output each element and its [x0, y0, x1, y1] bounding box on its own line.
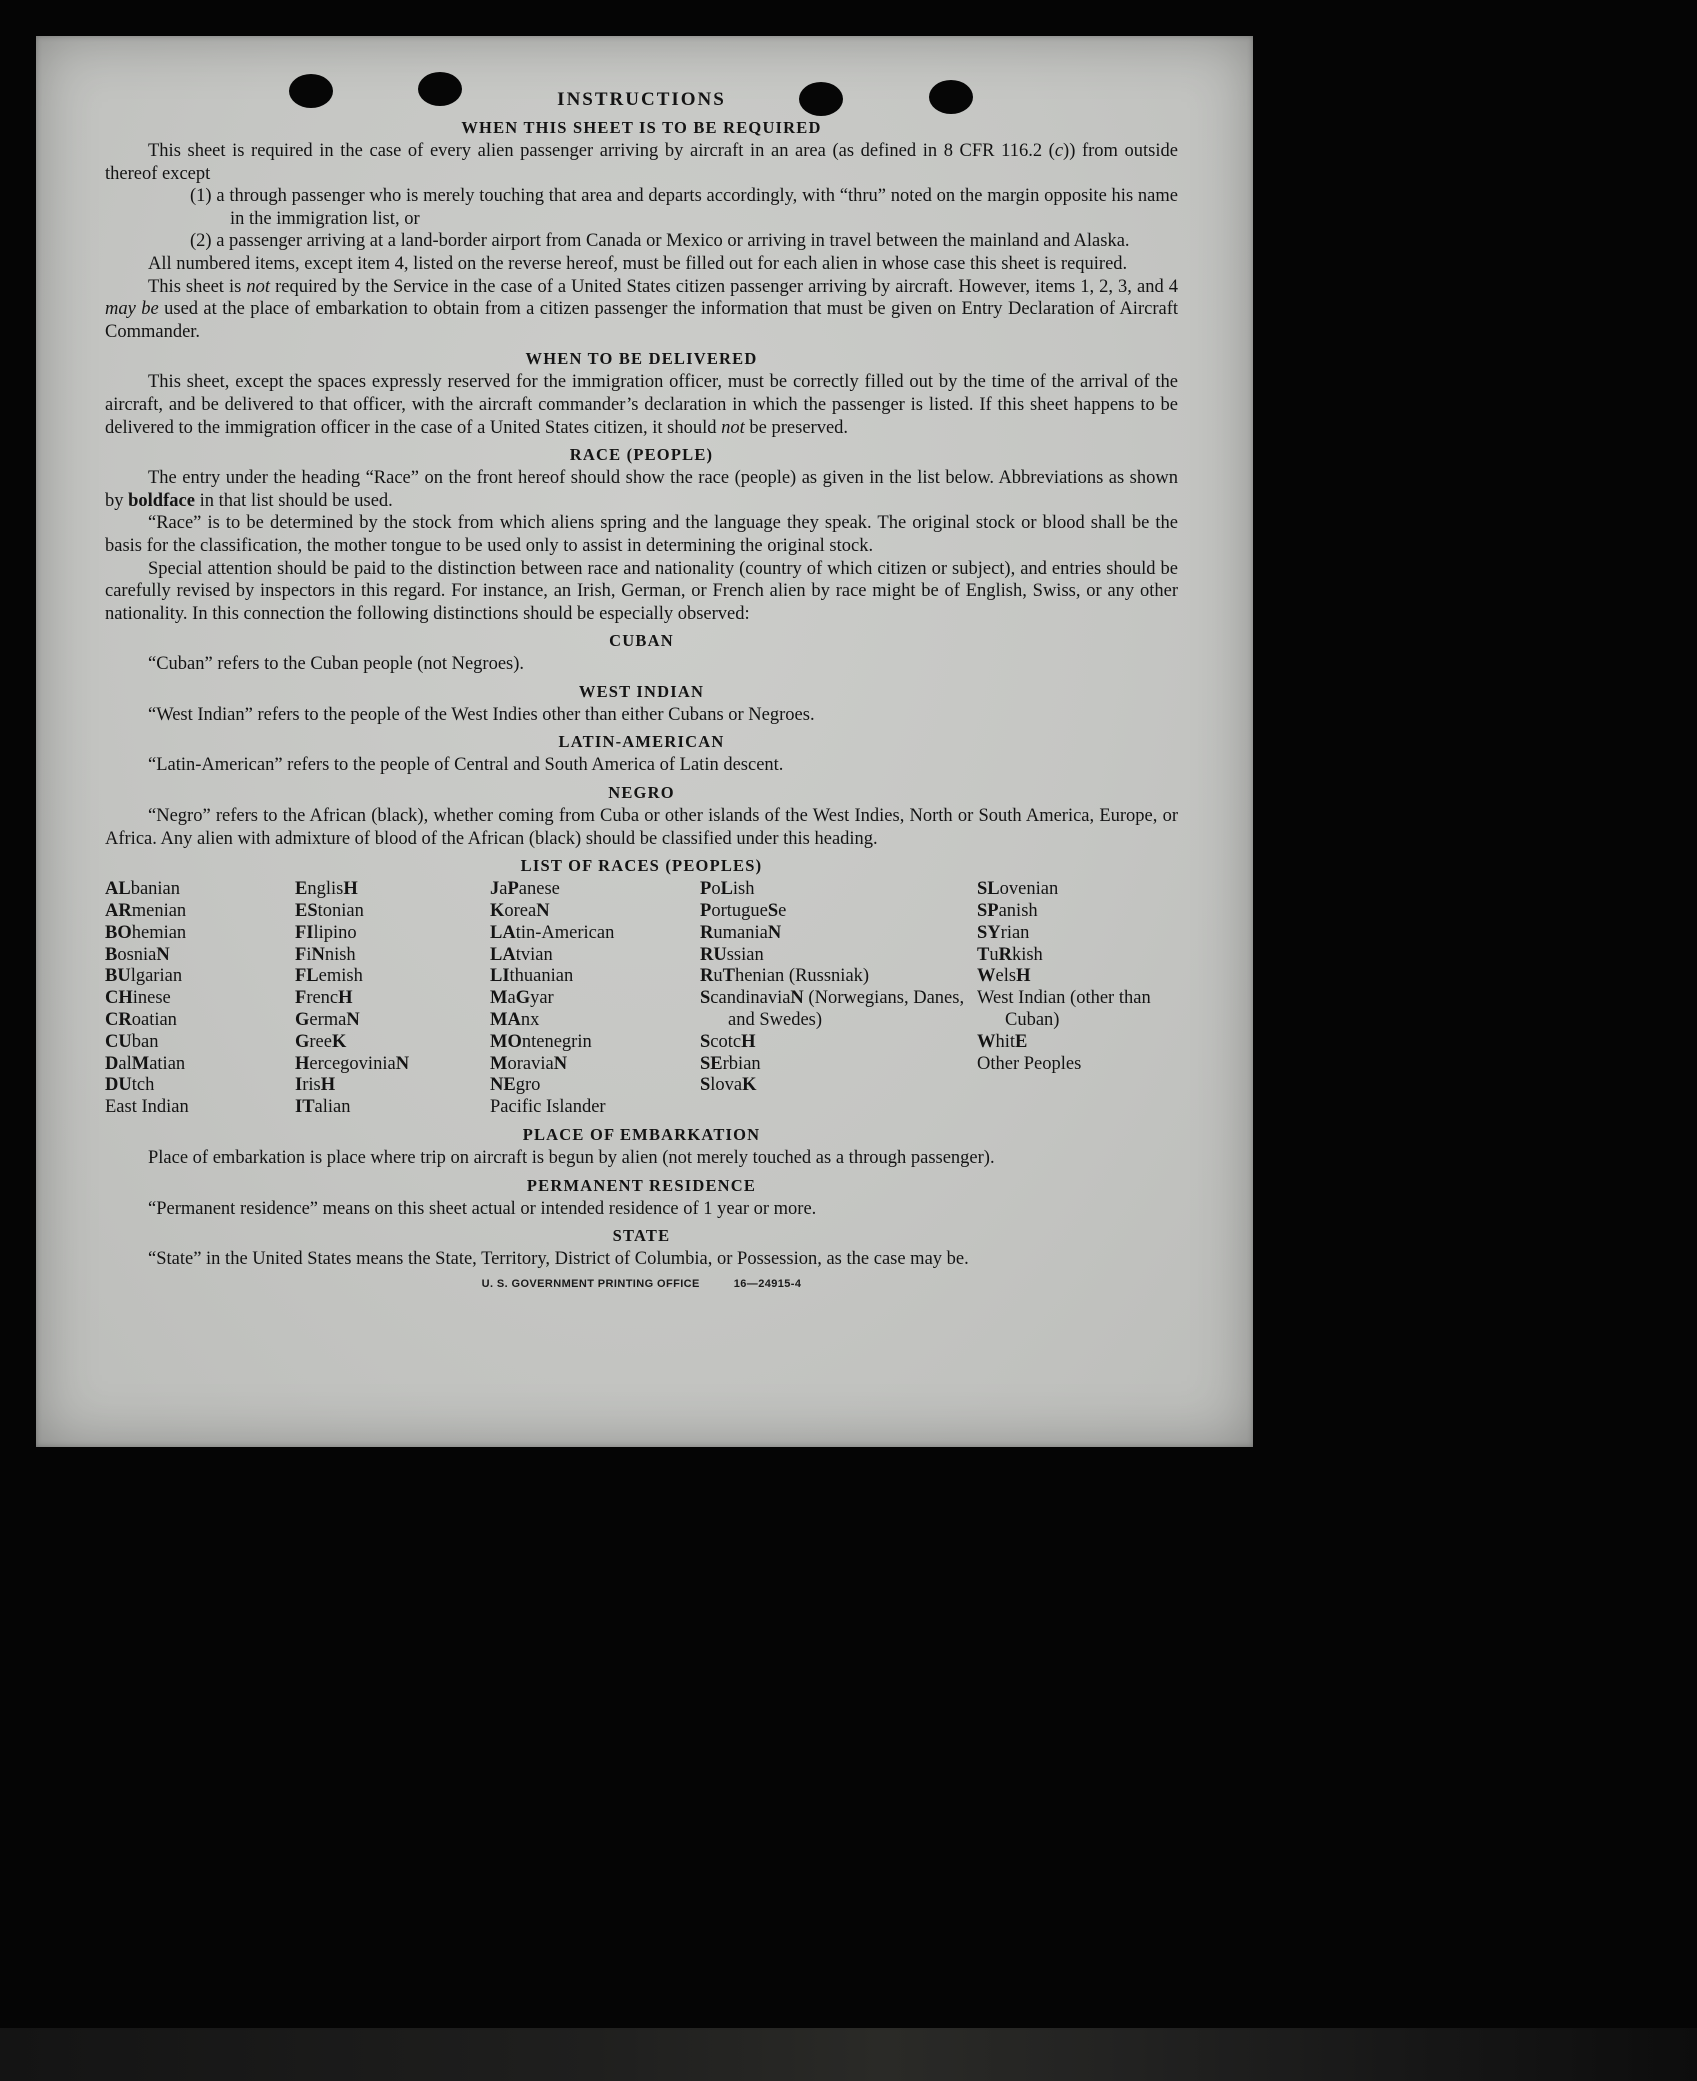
race-entry: MAnx — [490, 1010, 540, 1031]
paragraph: “Latin-American” refers to the people of Central and South America of Latin descent. — [148, 755, 784, 776]
paragraph: “Permanent residence” means on this sheet actual or intended residence of 1 year or more. — [148, 1198, 817, 1219]
numbered-item: (1) a through passenger who is merely touching that area and departs accordingly, with “thru” noted on the margin opposite his name in the immigration list, or — [190, 186, 1178, 229]
race-entry: RUssian — [700, 944, 764, 965]
section-heading: RACE (PEOPLE) — [569, 445, 714, 465]
race-entry: SErbian — [700, 1053, 761, 1074]
section — [105, 1124, 1178, 1170]
race-entry: DalMatian — [105, 1053, 186, 1074]
race-entry: ARmenian — [105, 901, 187, 922]
section-heading: WEST INDIAN — [578, 681, 705, 701]
race-entry: SYrian — [977, 922, 1030, 943]
race-entry: CHinese — [105, 988, 171, 1009]
race-entry: NEgro — [490, 1075, 541, 1096]
printing-office-note — [105, 1278, 1178, 1290]
paragraph: “State” in the United States means the State, Territory, District of Columbia, or Possession, as the case may be. — [148, 1249, 969, 1270]
race-entry: CUban — [105, 1031, 159, 1052]
section — [105, 731, 1178, 777]
printing-office-text: U. S. GOVERNMENT PRINTING OFFICE — [481, 1277, 700, 1290]
paragraph: “Race” is to be determined by the stock from which aliens spring and the language they speak. The original stock or blood shall be the basis for the classification, the mother tongue to be used only to assist in determining the original stock. — [105, 513, 1178, 556]
section — [105, 630, 1178, 676]
race-entry: DUtch — [105, 1075, 155, 1096]
race-entry: WhitE — [977, 1031, 1028, 1052]
punch-hole — [289, 74, 333, 108]
punch-hole — [799, 82, 843, 116]
race-column — [700, 879, 977, 1119]
paragraph: “Negro” refers to the African (black), whether coming from Cuba or other islands of the West Indies, North or South America, Europe, or Africa. Any alien with admixture of blood of the African (black) should be classified under this heading. — [105, 806, 1178, 849]
paragraph: All numbered items, except item 4, listed on the reverse hereof, must be filled out for each alien in whose case this sheet is required. — [148, 253, 1128, 274]
section-heading: LATIN-AMERICAN — [558, 732, 725, 752]
race-entry: Pacific Islander — [490, 1097, 606, 1118]
race-entry: ITalian — [295, 1097, 351, 1118]
race-entry: TuRkish — [977, 944, 1043, 965]
paragraph: Special attention should be paid to the distinction between race and nationality (country of which citizen or subject), and entries should be carefully revised by inspectors in this regard. For instance, an Irish, German, or French alien by race might be of English, Swiss, or any other nationality. In this connection the following distinctions should be especially observed: — [105, 558, 1178, 624]
form-number: 16—24915-4 — [733, 1277, 802, 1290]
document-title: INSTRUCTIONS — [557, 89, 726, 110]
race-entry: RumaniaN — [700, 922, 782, 943]
race-entry: IrisH — [295, 1075, 336, 1096]
race-entry: ScotcH — [700, 1031, 756, 1052]
race-entry: West Indian (other than Cuban) — [977, 988, 1151, 1031]
race-entry: LAtin-American — [490, 922, 615, 943]
document-content — [36, 36, 1253, 1447]
race-entry: BosniaN — [105, 944, 170, 965]
paragraph: This sheet, except the spaces expressly reserved for the immigration officer, must be correctly filled out by the time of the arrival of the aircraft, and be delivered to that officer, with the aircraft commander’s declaration in which the passenger is listed. If this sheet happens to be delivered to the immigration officer in the case of a United States citizen, it should not be preserved. — [105, 372, 1178, 438]
race-entry: RuThenian (Russniak) — [700, 966, 870, 987]
race-entry: LAtvian — [490, 944, 553, 965]
paper-sheet — [36, 36, 1253, 1447]
race-entry: SPanish — [977, 901, 1038, 922]
race-entry: LIthuanian — [490, 966, 574, 987]
paragraph: “West Indian” refers to the people of the West Indies other than either Cubans or Negroes. — [148, 704, 815, 725]
section-heading: WHEN THIS SHEET IS TO BE REQUIRED — [461, 118, 822, 137]
race-entry: GermaN — [295, 1010, 360, 1031]
section — [105, 444, 1178, 625]
section-heading: CUBAN — [609, 631, 674, 651]
race-entry: SlovaK — [700, 1075, 757, 1096]
race-column — [977, 879, 1178, 1119]
section — [105, 855, 1178, 1119]
race-entry: MOntenegrin — [490, 1031, 592, 1052]
race-entry: FiNnish — [295, 944, 356, 965]
race-entry: FIlipino — [295, 922, 357, 943]
paragraph: Place of embarkation is place where trip on aircraft is begun by alien (not merely touched as a through passenger). — [148, 1148, 995, 1169]
race-entry: PoLish — [700, 879, 755, 900]
section — [105, 117, 1178, 343]
race-entry: BUlgarian — [105, 966, 183, 987]
race-entry: EnglisH — [295, 879, 358, 900]
race-entry: GreeK — [295, 1031, 347, 1052]
race-entry: CRoatian — [105, 1010, 177, 1031]
race-entry: Other Peoples — [977, 1053, 1082, 1074]
section — [105, 681, 1178, 727]
race-entry: HercegoviniaN — [295, 1053, 410, 1074]
section — [105, 1175, 1178, 1221]
section-heading: WHEN TO BE DELIVERED — [525, 349, 758, 369]
race-entry: MoraviaN — [490, 1053, 568, 1074]
race-column — [105, 879, 295, 1119]
paragraph: This sheet is not required by the Service in the case of a United States citizen passenger arriving by aircraft. However, items 1, 2, 3, and 4 may be used at the place of embarkation to obtain from a citizen passenger the information that must be given on Entry Declaration of Aircraft Commander. — [105, 276, 1178, 342]
race-column — [295, 879, 490, 1119]
punch-hole — [929, 80, 973, 114]
paragraph: “Cuban” refers to the Cuban people (not Negroes). — [148, 654, 525, 675]
section — [105, 782, 1178, 850]
race-entry: SLovenian — [977, 879, 1059, 900]
numbered-item: (2) a passenger arriving at a land-border airport from Canada or Mexico or arriving in travel between the mainland and Alaska. — [190, 231, 1130, 252]
race-entry: PortugueSe — [700, 901, 787, 922]
race-entry: ScandinaviaN (Norwegians, Danes, and Swedes) — [700, 988, 965, 1031]
punch-hole — [418, 72, 462, 106]
race-entry: WelsH — [977, 966, 1031, 987]
race-entry: JaPanese — [490, 879, 560, 900]
race-entry: BOhemian — [105, 922, 187, 943]
race-entry: KoreaN — [490, 901, 550, 922]
race-column — [490, 879, 700, 1119]
race-entry: FrencH — [295, 988, 353, 1009]
document-body — [105, 117, 1178, 1271]
section-heading: PERMANENT RESIDENCE — [526, 1175, 757, 1195]
section — [105, 348, 1178, 439]
section-heading: STATE — [612, 1226, 671, 1246]
race-entry: ALbanian — [105, 879, 181, 900]
race-entry: East Indian — [105, 1097, 189, 1118]
paragraph: The entry under the heading “Race” on the front hereof should show the race (people) as given in the list below. Abbreviations as shown by boldface in that list should be used. — [105, 468, 1178, 511]
race-entry: EStonian — [295, 901, 364, 922]
race-entry: MaGyar — [490, 988, 554, 1009]
section-heading: PLACE OF EMBARKATION — [522, 1125, 761, 1145]
section-heading: NEGRO — [608, 783, 675, 803]
race-list — [105, 879, 1178, 1119]
section — [105, 1225, 1178, 1271]
paragraph: This sheet is required in the case of every alien passenger arriving by aircraft in an area (as defined in 8 CFR 116.2 (c)) from outside thereof except — [105, 141, 1178, 184]
race-entry: FLemish — [295, 966, 363, 987]
scanner-bed-strip — [0, 2028, 1697, 2081]
section-heading: LIST OF RACES (PEOPLES) — [520, 856, 763, 876]
